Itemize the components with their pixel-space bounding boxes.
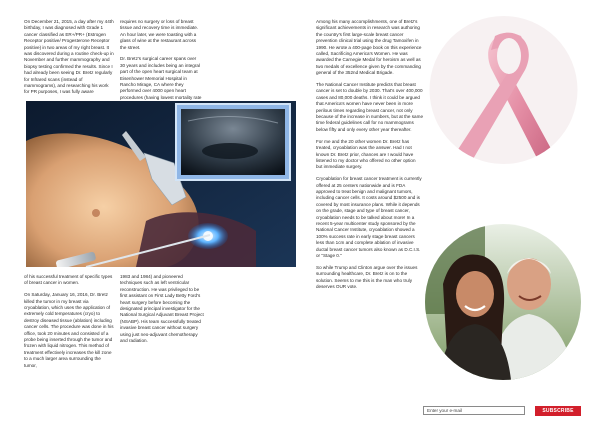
paragraph: On December 21, 2015, a day after my 44th birthday, I was diagnosed with Grade 1 cancer classified as ER+/PR+ (Estrogen Receptor positive/ Progesterone Receptor positive) in two areas of my right breast. It was discovered during a routine check-up in November and further mammography and biopsy testing confirmed the results. Since I had already been seeing Dr. Bretz regularly for Infrared scans (instead of mammograms), and researching his work for PR purposes, I was fully aware — [24, 19, 114, 95]
paragraph: For me and the 20 other women Dr. Bretz has treated, cryoablation was the answer. Had I not known Dr. Bretz prior, chances are I would have listened to my doctor who offered no other option but immediate surgery. — [316, 138, 416, 170]
ribbon-loop-hole — [497, 38, 521, 74]
article-column-2-bottom — [120, 274, 204, 350]
paragraph: requires no surgery or loss of breast tissue and recovery time is immediate. An hour later, we were toasting with a glass of wine at the restaurant across the street. — [120, 19, 199, 50]
paragraph: of his successful treatment of specific types of breast cancer in women. — [24, 274, 113, 286]
article-column-3 — [316, 19, 423, 296]
paragraph: So while Trump and Clinton argue over the issues surrounding healthcare, Dr. Bretz is on to the solution. Seems to me this is the man who truly deserves OUR vote. — [316, 264, 418, 289]
paragraph: Among his many accomplishments, one of Bretz's significant achievements in research was authoring the country's first large-scale breast cancer prevention clinical trial using the drug Tamoxifen in 1990. He wrote a 400-page book on this experience called, Sacrificing America's Women. He was awarded the Carnegie Medal for heroism as well as two medals of excellence given by the commanding general of the 352nd Medical Brigade. — [316, 19, 422, 76]
paragraph: Cryoablation for breast cancer treatment is currently offered at 25 centers nationwide and is FDA approved to treat benign and malignant tumors, including cancer cells. It costs around $2500 and is covered by most insurance plans. While it depends on the grade, stage and type of breast cancer, cryoablation needs to be talked about more! In a recent 5-year multicenter study sponsored by the National Cancer Institute, cryoablation showed a 100% success rate in early stage breast cancers less than 1cm and complete ablation of invasive ductal breast cancer tumors also known as D.C.I.S. or "Stage 0." — [316, 176, 422, 258]
subscribe-button[interactable]: SUBSCRIBE — [535, 406, 581, 416]
newsletter-signup — [423, 406, 591, 418]
article-column-2-top — [120, 19, 202, 113]
nipple — [92, 209, 100, 217]
paragraph: 1983 and 1984) and pioneered techniques such as left ventricular reconstruction. He was privileged to be first assistant on First Lady Betty Ford's heart surgery before becoming the designated principal investigator for the National Surgical Adjuvant Breast Project (NSABP). His team successfully treated invasive breast cancer without surgery using just neo-adjuvant chemotherapy and radiation. — [120, 274, 204, 344]
couple-photo — [425, 224, 581, 380]
cryoablation-illustration — [26, 101, 296, 267]
article-column-1-bottom — [24, 274, 114, 374]
article-column-1-top — [24, 19, 114, 101]
pink-ribbon-photo — [429, 16, 578, 164]
paragraph: On Saturday, January 16, 2016, Dr. Bretz killed the tumor in my breast via cryoablation, which uses the application of extremely cold temperatures (cryo) to destroy diseased tissue (ablation) including cancer cells. The procedure was done in his office, took 20 minutes and consisted of a probe being inserted through the tumor and frozen with liquid nitrogen. This method of treatment effectively increases the kill zone to a much larger area surrounding the tumor, — [24, 292, 114, 368]
paragraph: The National Cancer Institute predicts that breast cancer is set to double by 2030. That's over 400,000 cases and 80,000 deaths. I think it could be argued that America's women have never been in more perilous times regarding breast cancer, not only because of the increase in numbers, but at the same time federal guidelines call for no mammograms below fifty and only every other year thereafter. — [316, 82, 423, 132]
paragraph: Dr. Bretz's surgical career spans over 30 years and includes being an integral part of the open heart surgical team at Eisenhower Memorial Hospital in Rancho Mirage, CA where they performed over 4000 open heart procedures (having lowest mortality rate — [120, 56, 202, 100]
email-input[interactable] — [423, 406, 525, 415]
ultrasound-lesion — [202, 143, 258, 159]
